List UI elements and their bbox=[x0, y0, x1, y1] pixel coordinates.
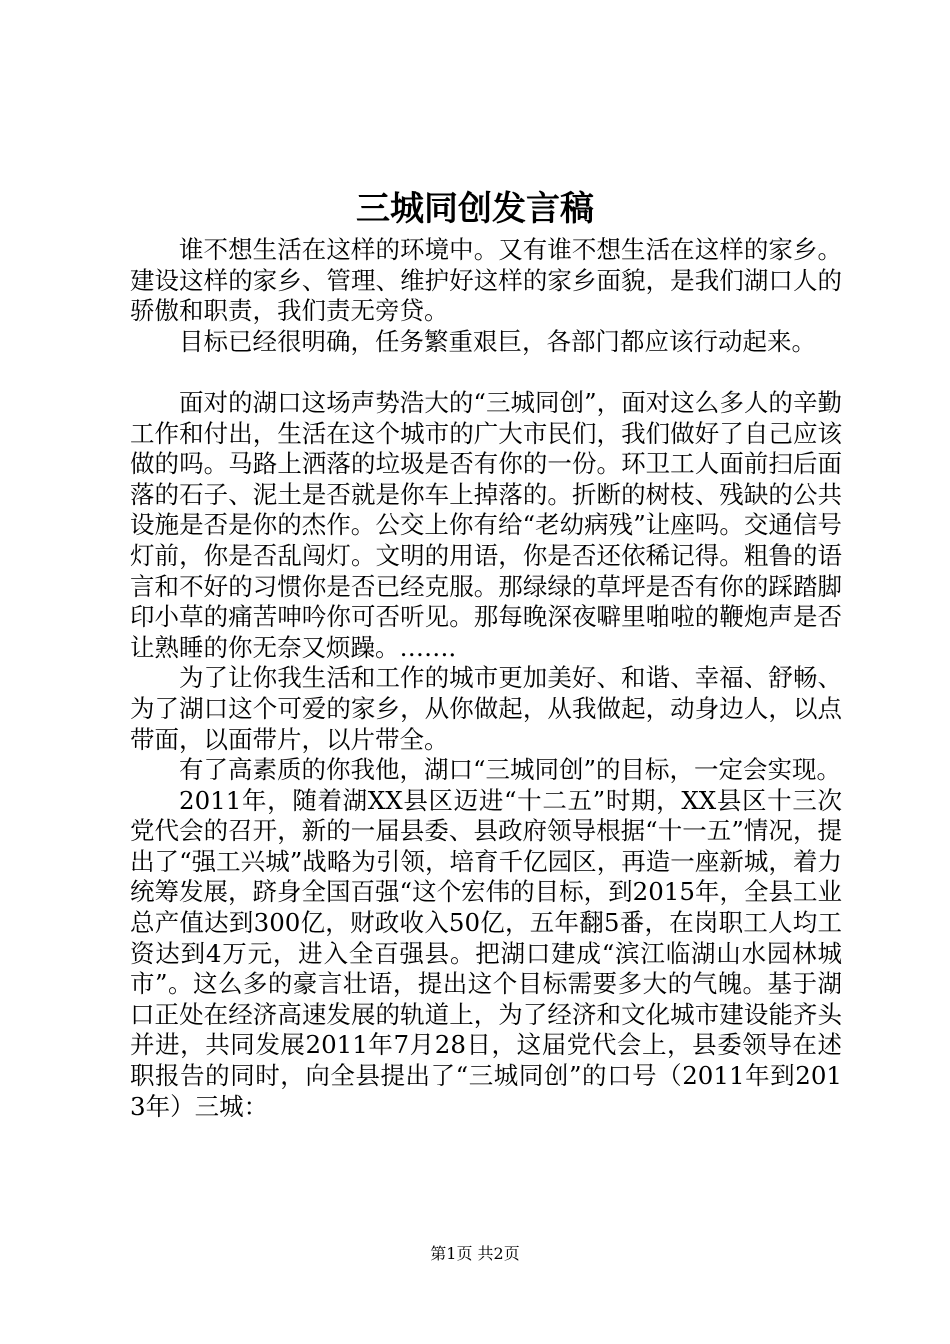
document-body bbox=[130, 235, 842, 1122]
paragraph-4: 为了让你我生活和工作的城市更加美好、和谐、幸福、舒畅、为了湖口这个可爱的家乡，从你做起，从我做起，动身边人，以点带面，以面带片，以片带全。 bbox=[130, 663, 842, 754]
page-footer: 第1页 共2页 bbox=[430, 1244, 520, 1263]
paragraph-6: 2011年，随着湖XX县区迈进“十二五”时期，XX县区十三次党代会的召开，新的一届县委、县政府领导根据“十一五”情况，提出了“强工兴城”战略为引领，培育千亿园区，再造一座新城，着力统筹发展，跻身全国百强“这个宏伟的目标，到2015年，全县工业总产值达到300亿，财政收入50亿，五年翻5番，在岗职工人均工资达到4万元，进入全百强县。把湖口建成“滨江临湖山水园林城市”。这么多的豪言壮语，提出这个目标需要多大的气魄。基于湖口正处在经济高速发展的轨道上，为了经济和文化城市建设能齐头并进，共同发展2011年7月28日，这届党代会上，县委领导在述职报告的同时，向全县提出了“三城同创”的口号（2011年到2013年）三城： bbox=[130, 785, 842, 1121]
paragraph-5: 有了高素质的你我他，湖口“三城同创”的目标，一定会实现。 bbox=[179, 755, 842, 785]
paragraph-spacer bbox=[130, 357, 842, 388]
document-title: 三城同创发言稿 bbox=[356, 189, 594, 229]
paragraph-1: 谁不想生活在这样的环境中。又有谁不想生活在这样的家乡。建设这样的家乡、管理、维护好这样的家乡面貌，是我们湖口人的骄傲和职责，我们责无旁贷。 bbox=[130, 235, 842, 326]
paragraph-3: 面对的湖口这场声势浩大的“三城同创”，面对这么多人的辛勤工作和付出，生活在这个城市的广大市民们，我们做好了自己应该做的吗。马路上洒落的垃圾是否有你的一份。环卫工人面前扫后面落的石子、泥土是否就是你车上掉落的。折断的树枝、残缺的公共设施是否是你的杰作。公交上你有给“老幼病残”让座吗。交通信号灯前，你是否乱闯灯。文明的用语，你是否还依稀记得。粗鲁的语言和不好的习惯你是否已经克服。那绿绿的草坪是否有你的踩踏脚印小草的痛苦呻吟你可否听见。那每晚深夜噼里啪啦的鞭炮声是否让熟睡的你无奈又烦躁。……． bbox=[130, 387, 842, 662]
paragraph-2: 目标已经很明确，任务繁重艰巨，各部门都应该行动起来。 bbox=[179, 326, 816, 356]
